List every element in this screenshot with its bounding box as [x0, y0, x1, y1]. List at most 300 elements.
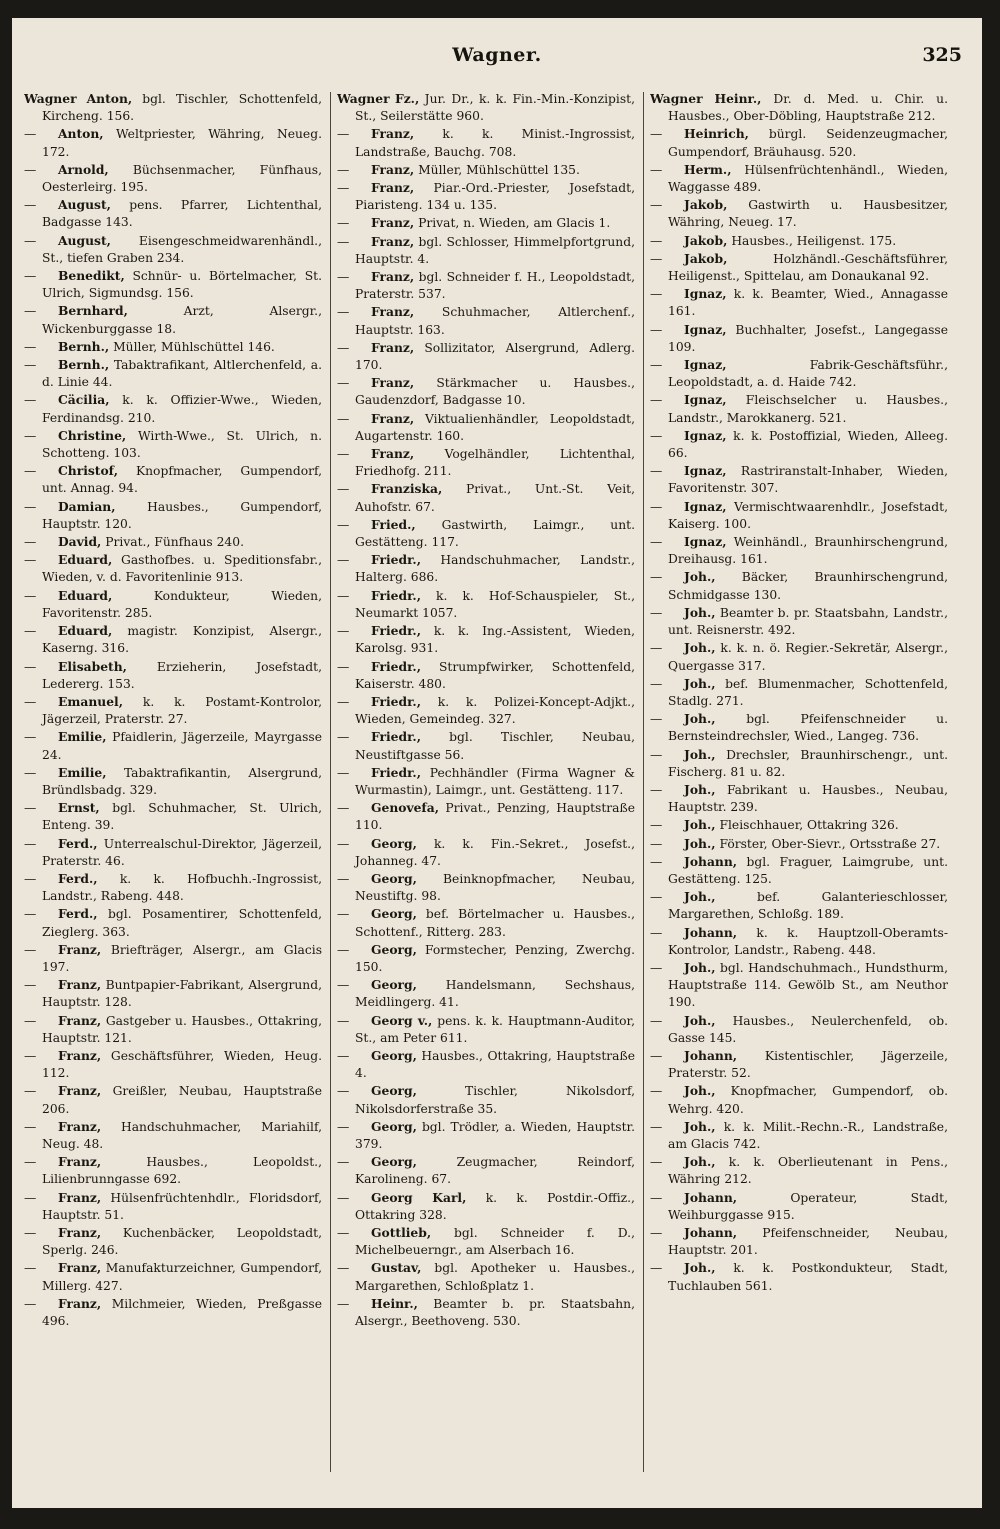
- entry-details: Jur. Dr., k. k. Fin.-Min.-Konzipist, St., Seilerstätte 960.: [355, 92, 635, 124]
- directory-entry: [650, 888, 948, 923]
- column-1: [24, 90, 322, 1495]
- given-name: Friedr.,: [371, 658, 421, 674]
- repeat-dash: —: [650, 162, 663, 177]
- directory-entry: [337, 1118, 635, 1153]
- repeat-dash: —: [24, 393, 37, 408]
- entry-details: bgl. Fraguer, Laimgrube, unt. Gestätteng. 125.: [668, 854, 948, 886]
- directory-entry: [337, 179, 635, 214]
- entry-details: k. k. Hofbuchh.-Ingrossist, Landstr., Rabeng. 448.: [42, 871, 322, 904]
- repeat-dash: —: [337, 234, 350, 249]
- directory-entry: [24, 835, 322, 870]
- repeat-dash: —: [24, 304, 37, 319]
- directory-entry: [24, 728, 322, 763]
- entry-details: Privat., Penzing, Hauptstraße 110.: [355, 801, 635, 833]
- given-name: Bernh.,: [58, 357, 110, 373]
- directory-entry: [24, 1189, 322, 1224]
- given-name: Georg,: [371, 1083, 417, 1099]
- directory-entry: [650, 321, 948, 356]
- repeat-dash: —: [24, 553, 37, 568]
- given-name: Joh.,: [684, 1012, 716, 1028]
- given-name: Eduard,: [58, 587, 113, 603]
- given-name: Christof,: [58, 463, 118, 479]
- repeat-dash: —: [650, 1048, 663, 1063]
- repeat-dash: —: [24, 269, 37, 284]
- column-3: [650, 90, 948, 1495]
- given-name: Franz,: [58, 1012, 102, 1028]
- repeat-dash: —: [24, 836, 37, 851]
- repeat-dash: —: [24, 907, 37, 922]
- entry-details: Strumpfwirker, Schottenfeld, Kaiserstr. 480.: [355, 659, 635, 691]
- entry-details: Tabaktrafikantin, Alsergrund, Bründlsbadg. 329.: [42, 765, 322, 797]
- directory-entry: [337, 1259, 635, 1294]
- given-name: Franz,: [58, 1154, 102, 1170]
- directory-entry: [650, 604, 948, 639]
- directory-entry: [650, 1012, 948, 1047]
- given-name: Franz,: [371, 269, 415, 285]
- repeat-dash: —: [337, 588, 350, 603]
- entry-details: bgl. Tischler, Neubau, Neustiftgasse 56.: [355, 730, 635, 762]
- repeat-dash: —: [24, 801, 37, 816]
- directory-entry: [650, 125, 948, 160]
- entry-details: Arzt, Alsergr., Wickenburggasse 18.: [42, 304, 322, 336]
- given-name: Friedr.,: [371, 587, 421, 603]
- entry-details: Pfeifenschneider, Neubau, Hauptstr. 201.: [668, 1226, 948, 1258]
- given-name: Emanuel,: [58, 693, 124, 709]
- entry-details: Kistentischler, Jägerzeile, Praterstr. 52.: [668, 1048, 948, 1081]
- surname: Wagner: [337, 91, 390, 106]
- repeat-dash: —: [24, 233, 37, 248]
- given-name: Friedr.,: [371, 552, 421, 568]
- entry-details: pens. Pfarrer, Lichtenthal, Badgasse 143.: [42, 198, 322, 230]
- entry-details: bgl. Schlosser, Himmelpfortgrund, Hauptstr. 4.: [355, 234, 635, 266]
- entry-details: Eisengeschmeidwarenhändl., St., tiefen Graben 234.: [42, 233, 322, 265]
- entry-details: Tabaktrafikant, Altlerchenfeld, a. d. Linie 44.: [42, 358, 322, 390]
- directory-entry: [24, 1153, 322, 1188]
- given-name: Friedr.,: [371, 764, 421, 780]
- directory-entry: [24, 799, 322, 834]
- repeat-dash: —: [650, 570, 663, 585]
- entry-details: Operateur, Stadt, Weihburggasse 915.: [668, 1190, 948, 1222]
- given-name: Franz,: [371, 126, 415, 142]
- repeat-dash: —: [650, 712, 663, 727]
- directory-entry: [650, 498, 948, 533]
- directory-entry: [337, 233, 635, 268]
- directory-entry: [650, 959, 948, 1012]
- directory-entry: [650, 1047, 948, 1082]
- entry-details: Gasthofbes. u. Speditionsfabr., Wieden, v. d. Favoritenlinie 913.: [42, 553, 322, 585]
- repeat-dash: —: [650, 251, 663, 266]
- given-name: Ferd.,: [58, 870, 98, 886]
- entry-details: k. k. Fin.-Sekret., Josefst., Johanneg. 47.: [355, 836, 635, 868]
- repeat-dash: —: [24, 1296, 37, 1311]
- directory-entry: [24, 338, 322, 356]
- entry-details: Hausbes., Heiligenst. 175.: [731, 233, 897, 248]
- entry-details: Formstecher, Penzing, Zwerchg. 150.: [355, 942, 635, 974]
- entry-details: Beinknopfmacher, Neubau, Neustiftg. 98.: [355, 871, 635, 904]
- given-name: Franziska,: [371, 481, 443, 497]
- repeat-dash: —: [337, 447, 350, 462]
- column-2: [337, 90, 635, 1495]
- directory-entry: [24, 905, 322, 940]
- entry-details: bürgl. Seidenzeugmacher, Gumpendorf, Bräuhausg. 520.: [668, 127, 948, 159]
- directory-entry: [650, 746, 948, 781]
- directory-entry: [24, 870, 322, 905]
- given-name: Franz,: [58, 1260, 102, 1276]
- repeat-dash: —: [24, 659, 37, 674]
- repeat-dash: —: [337, 978, 350, 993]
- entry-details: k. k. Beamter, Wied., Annagasse 161.: [668, 287, 948, 319]
- directory-entry: [650, 427, 948, 462]
- entry-details: Bäcker, Braunhirschengrund, Schmidgasse 130.: [668, 570, 948, 602]
- entry-details: bef. Blumenmacher, Schottenfeld, Stadlg. 271.: [668, 676, 948, 708]
- directory-entry: [650, 1189, 948, 1224]
- repeat-dash: —: [650, 464, 663, 479]
- entry-details: Hausbes., Neulerchenfeld, ob. Gasse 145.: [668, 1013, 948, 1045]
- directory-entry: [337, 587, 635, 622]
- directory-entry: [337, 905, 635, 940]
- given-name: Anton,: [86, 91, 133, 106]
- entry-details: Privat., Fünfhaus 240.: [105, 535, 244, 550]
- repeat-dash: —: [650, 1226, 663, 1240]
- given-name: Fz.,: [394, 91, 420, 106]
- directory-entry: [24, 498, 322, 533]
- directory-entry: [24, 302, 322, 337]
- repeat-dash: —: [650, 1261, 663, 1276]
- repeat-dash: —: [650, 747, 663, 762]
- repeat-dash: —: [337, 181, 350, 196]
- entry-details: Piar.-Ord.-Priester, Josefstadt, Piaristeng. 134 u. 135.: [355, 181, 635, 213]
- given-name: Franz,: [371, 161, 415, 177]
- given-name: Ferd.,: [58, 835, 98, 851]
- repeat-dash: —: [337, 1084, 350, 1099]
- given-name: Johann,: [684, 853, 738, 869]
- given-name: Ignaz,: [684, 321, 727, 337]
- directory-entry: [337, 1047, 635, 1082]
- entry-details: Kuchenbäcker, Leopoldstadt, Sperlg. 246.: [42, 1226, 322, 1258]
- given-name: Joh.,: [684, 835, 716, 851]
- repeat-dash: —: [337, 411, 350, 426]
- given-name: Franz,: [371, 215, 415, 231]
- repeat-dash: —: [24, 588, 37, 603]
- given-name: David,: [58, 534, 102, 550]
- repeat-dash: —: [650, 960, 663, 975]
- directory-entry: [24, 267, 322, 302]
- given-name: Ignaz,: [684, 498, 727, 514]
- given-name: Elisabeth,: [58, 658, 127, 674]
- given-name: Joh.,: [684, 781, 716, 797]
- directory-entry: [337, 976, 635, 1011]
- entry-details: k. k. Postamt-Kontrolor, Jägerzeil, Praterstr. 27.: [42, 694, 322, 727]
- entry-details: Schnür- u. Börtelmacher, St. Ulrich, Sigmundsg. 156.: [42, 269, 322, 301]
- directory-entry: [24, 125, 322, 160]
- repeat-dash: —: [337, 482, 350, 497]
- directory-entry: [24, 693, 322, 728]
- given-name: Ignaz,: [684, 286, 727, 302]
- directory-entry: [24, 941, 322, 976]
- directory-entry: [24, 1047, 322, 1082]
- directory-entry: [337, 941, 635, 976]
- given-name: Emilie,: [58, 729, 107, 745]
- entry-details: Müller, Mühlschüttel 146.: [113, 339, 275, 354]
- directory-entry: [650, 835, 948, 853]
- entry-details: Gastwirth, Laimgr., unt. Gestätteng. 117.: [355, 517, 635, 550]
- entry-details: Handschuhmacher, Landstr., Halterg. 686.: [355, 553, 635, 585]
- given-name: Joh.,: [684, 1118, 716, 1134]
- given-name: Gustav,: [371, 1260, 422, 1276]
- entry-details: bgl. Handschuhmach., Hundsthurm, Hauptstraße 114. Gewölb St., am Neuthor 190.: [668, 960, 948, 1010]
- entry-details: k. k. Milit.-Rechn.-R., Landstraße, am Glacis 742.: [668, 1119, 948, 1151]
- directory-entry: [650, 161, 948, 196]
- repeat-dash: —: [650, 818, 663, 833]
- entry-details: Weinhändl., Braunhirschengrund, Dreihausg. 161.: [668, 535, 948, 567]
- entry-details: Buntpapier-Fabrikant, Alsergrund, Hauptstr. 128.: [42, 978, 322, 1010]
- directory-entry: [24, 1082, 322, 1117]
- given-name: Joh.,: [684, 889, 716, 905]
- entry-details: k. k. Oberlieutenant in Pens., Währing 212.: [668, 1155, 948, 1187]
- given-name: Franz,: [58, 977, 102, 993]
- directory-entry: [337, 1082, 635, 1117]
- directory-entry: [337, 90, 635, 125]
- repeat-dash: —: [337, 127, 350, 142]
- repeat-dash: —: [650, 1084, 663, 1099]
- directory-entry: [650, 675, 948, 710]
- repeat-dash: —: [24, 1048, 37, 1063]
- repeat-dash: —: [337, 376, 350, 391]
- entry-details: bgl. Tischler, Schottenfeld, Kircheng. 156.: [42, 92, 322, 124]
- directory-entry: [24, 976, 322, 1011]
- directory-entry: [24, 1259, 322, 1294]
- directory-entry: [24, 1118, 322, 1153]
- given-name: Franz,: [371, 180, 415, 196]
- given-name: Friedr.,: [371, 693, 421, 709]
- repeat-dash: —: [337, 553, 350, 568]
- entry-details: Wirth-Wwe., St. Ulrich, n. Schotteng. 103.: [42, 428, 322, 461]
- entry-details: k. k. Offizier-Wwe., Wieden, Ferdinandsg. 210.: [42, 393, 322, 425]
- given-name: Ignaz,: [684, 392, 727, 408]
- repeat-dash: —: [24, 464, 37, 479]
- directory-entry: [650, 1224, 948, 1259]
- repeat-dash: —: [337, 871, 350, 886]
- repeat-dash: —: [337, 1119, 350, 1134]
- given-name: Georg,: [371, 835, 417, 851]
- directory-entry: [24, 356, 322, 391]
- given-name: Franz,: [58, 1295, 102, 1311]
- given-name: Heinr.,: [371, 1295, 418, 1311]
- given-name: Damian,: [58, 498, 116, 514]
- given-name: Georg,: [371, 906, 417, 922]
- directory-entry: [337, 799, 635, 834]
- entry-details: Drechsler, Braunhirschengr., unt. Fischerg. 81 u. 82.: [668, 747, 948, 779]
- repeat-dash: —: [24, 1155, 37, 1170]
- given-name: Joh.,: [684, 746, 716, 762]
- repeat-dash: —: [650, 782, 663, 797]
- given-name: Georg Karl,: [371, 1189, 467, 1205]
- given-name: Friedr.,: [371, 623, 421, 639]
- repeat-dash: —: [337, 1190, 350, 1205]
- repeat-dash: —: [650, 925, 663, 940]
- directory-entry: [337, 480, 635, 515]
- repeat-dash: —: [650, 605, 663, 620]
- given-name: Georg,: [371, 1118, 417, 1134]
- entry-details: k. k. Minist.-Ingrossist, Landstraße, Bauchg. 708.: [355, 127, 635, 159]
- given-name: Georg,: [371, 977, 417, 993]
- directory-entry: [650, 1259, 948, 1294]
- directory-entry: [337, 339, 635, 374]
- repeat-dash: —: [24, 499, 37, 514]
- directory-entry: [24, 1224, 322, 1259]
- repeat-dash: —: [337, 907, 350, 922]
- given-name: Georg,: [371, 870, 417, 886]
- entry-details: Holzhändl.-Geschäftsführer, Heiligenst., Spittelau, am Donaukanal 92.: [668, 251, 948, 284]
- directory-entry: [337, 410, 635, 445]
- entry-details: Vogelhändler, Lichtenthal, Friedhofg. 211.: [355, 447, 635, 479]
- given-name: Joh.,: [684, 604, 716, 620]
- entry-details: Handelsmann, Sechshaus, Meidlingerg. 41.: [355, 978, 635, 1010]
- directory-entry: [337, 268, 635, 303]
- directory-entry: [337, 516, 635, 551]
- entry-details: Zeugmacher, Reindorf, Karolineng. 67.: [355, 1155, 635, 1187]
- entry-details: k. k. Ing.-Assistent, Wieden, Karolsg. 931.: [355, 624, 635, 656]
- entry-details: Fleischhauer, Ottakring 326.: [719, 818, 899, 833]
- entry-details: Hausbes., Gumpendorf, Hauptstr. 120.: [42, 499, 322, 531]
- directory-entry: [24, 533, 322, 551]
- entry-details: Rastriranstalt-Inhaber, Wieden, Favoritenstr. 307.: [668, 464, 948, 496]
- given-name: Franz,: [371, 304, 415, 320]
- given-name: Joh.,: [684, 711, 716, 727]
- entry-details: magistr. Konzipist, Alsergr., Kaserng. 316.: [42, 624, 322, 656]
- repeat-dash: —: [24, 127, 37, 142]
- repeat-dash: —: [650, 393, 663, 408]
- given-name: Johann,: [684, 1189, 738, 1205]
- given-name: Ferd.,: [58, 906, 98, 922]
- entry-details: Fleischselcher u. Hausbes., Landstr., Marokkanerg. 521.: [668, 393, 948, 425]
- given-name: Ignaz,: [684, 534, 727, 550]
- directory-entry: [650, 1118, 948, 1153]
- entry-details: Vermischtwaarenhdlr., Josefstadt, Kaiserg. 100.: [668, 499, 948, 531]
- repeat-dash: —: [337, 801, 350, 816]
- directory-entry: [650, 391, 948, 426]
- directory-entry: [337, 1224, 635, 1259]
- entry-details: Fabrik-Geschäftsführ., Leopoldstadt, a. d. Haide 742.: [668, 358, 948, 390]
- directory-entry: [24, 622, 322, 657]
- repeat-dash: —: [24, 1084, 37, 1099]
- given-name: Fried.,: [371, 516, 416, 532]
- given-name: Franz,: [58, 1083, 102, 1099]
- given-name: Heinrich,: [684, 126, 749, 142]
- entry-details: Hausbes., Ottakring, Hauptstraße 4.: [355, 1048, 635, 1081]
- directory-entry: [650, 781, 948, 816]
- given-name: Johann,: [684, 924, 738, 940]
- directory-entry: [24, 764, 322, 799]
- directory-entry: [24, 462, 322, 497]
- entry-details: Buchhalter, Josefst., Langegasse 109.: [668, 322, 948, 354]
- given-name: Franz,: [371, 233, 415, 249]
- repeat-dash: —: [24, 358, 37, 373]
- directory-entry: [337, 764, 635, 799]
- directory-entry: [650, 924, 948, 959]
- repeat-dash: —: [337, 765, 350, 780]
- given-name: Joh.,: [684, 1083, 716, 1099]
- repeat-dash: —: [650, 854, 663, 869]
- given-name: Joh.,: [684, 1260, 716, 1276]
- entry-details: Milchmeier, Wieden, Preßgasse 496.: [42, 1296, 322, 1329]
- repeat-dash: —: [337, 624, 350, 639]
- entry-details: bgl. Schneider f. D., Michelbeuerngr., am Alserbach 16.: [355, 1226, 635, 1258]
- given-name: Joh.,: [684, 675, 716, 691]
- entry-details: Weltpriester, Währing, Neueg. 172.: [42, 127, 322, 159]
- surname: Wagner: [650, 91, 703, 106]
- entry-details: bef. Börtelmacher u. Hausbes., Schottenf., Ritterg. 283.: [355, 907, 635, 939]
- given-name: Arnold,: [58, 161, 109, 177]
- repeat-dash: —: [24, 1261, 37, 1276]
- directory-entry: [650, 462, 948, 497]
- directory-entry: [650, 639, 948, 674]
- repeat-dash: —: [24, 535, 37, 550]
- given-name: Franz,: [58, 1047, 102, 1063]
- surname: Wagner: [24, 91, 77, 106]
- given-name: Bernhard,: [58, 303, 128, 319]
- entry-details: Knopfmacher, Gumpendorf, ob. Wehrg. 420.: [668, 1084, 948, 1116]
- given-name: Eduard,: [58, 552, 113, 568]
- directory-entry: [337, 1153, 635, 1188]
- repeat-dash: —: [337, 216, 350, 231]
- given-name: Benedikt,: [58, 268, 125, 284]
- entry-details: pens. k. k. Hauptmann-Auditor, St., am Peter 611.: [355, 1013, 635, 1045]
- entry-details: Privat., Unt.-St. Veit, Auhofstr. 67.: [355, 482, 635, 514]
- repeat-dash: —: [337, 1296, 350, 1311]
- given-name: Franz,: [58, 941, 102, 957]
- directory-entry: [650, 568, 948, 603]
- given-name: Jakob,: [684, 232, 728, 248]
- repeat-dash: —: [650, 1190, 663, 1205]
- entry-details: Dr. d. Med. u. Chir. u. Hausbes., Ober-Döbling, Hauptstraße 212.: [668, 92, 948, 124]
- given-name: Johann,: [684, 1225, 738, 1240]
- repeat-dash: —: [650, 233, 663, 248]
- given-name: Jakob,: [684, 250, 728, 266]
- repeat-dash: —: [650, 535, 663, 550]
- given-name: Joh.,: [684, 817, 716, 833]
- directory-entry: [337, 303, 635, 338]
- given-name: Johann,: [684, 1047, 738, 1063]
- entry-details: Gastwirth u. Hausbesitzer, Währing, Neueg. 17.: [668, 198, 948, 230]
- repeat-dash: —: [650, 676, 663, 691]
- repeat-dash: —: [650, 322, 663, 337]
- repeat-dash: —: [337, 694, 350, 709]
- entry-details: Hülsenfrüchtenhdlr., Floridsdorf, Hauptstr. 51.: [42, 1190, 322, 1222]
- repeat-dash: —: [650, 428, 663, 443]
- entry-details: k. k. Postkondukteur, Stadt, Tuchlauben 561.: [668, 1261, 948, 1293]
- entry-details: Fabrikant u. Hausbes., Neubau, Hauptstr. 239.: [668, 782, 948, 815]
- repeat-dash: —: [650, 890, 663, 905]
- given-name: Joh.,: [684, 640, 716, 656]
- repeat-dash: —: [650, 499, 663, 514]
- directory-entry: [337, 870, 635, 905]
- directory-entry: [337, 693, 635, 728]
- repeat-dash: —: [337, 517, 350, 532]
- directory-entry: [337, 161, 635, 179]
- repeat-dash: —: [650, 198, 663, 213]
- directory-entry: [337, 551, 635, 586]
- repeat-dash: —: [24, 1226, 37, 1240]
- directory-entry: [24, 1012, 322, 1047]
- entry-details: Geschäftsführer, Wieden, Heug. 112.: [42, 1048, 322, 1081]
- entry-details: bef. Galanterieschlosser, Margarethen, Schloßg. 189.: [668, 890, 948, 922]
- entry-details: Beamter b. pr. Staatsbahn, Alsergr., Beethoveng. 530.: [355, 1296, 635, 1329]
- given-name: Eduard,: [58, 623, 113, 639]
- directory-entry: [24, 90, 322, 125]
- entry-details: bgl. Trödler, a. Wieden, Hauptstr. 379.: [355, 1119, 635, 1151]
- entry-details: k. k. Hof-Schauspieler, St., Neumarkt 1057.: [355, 588, 635, 620]
